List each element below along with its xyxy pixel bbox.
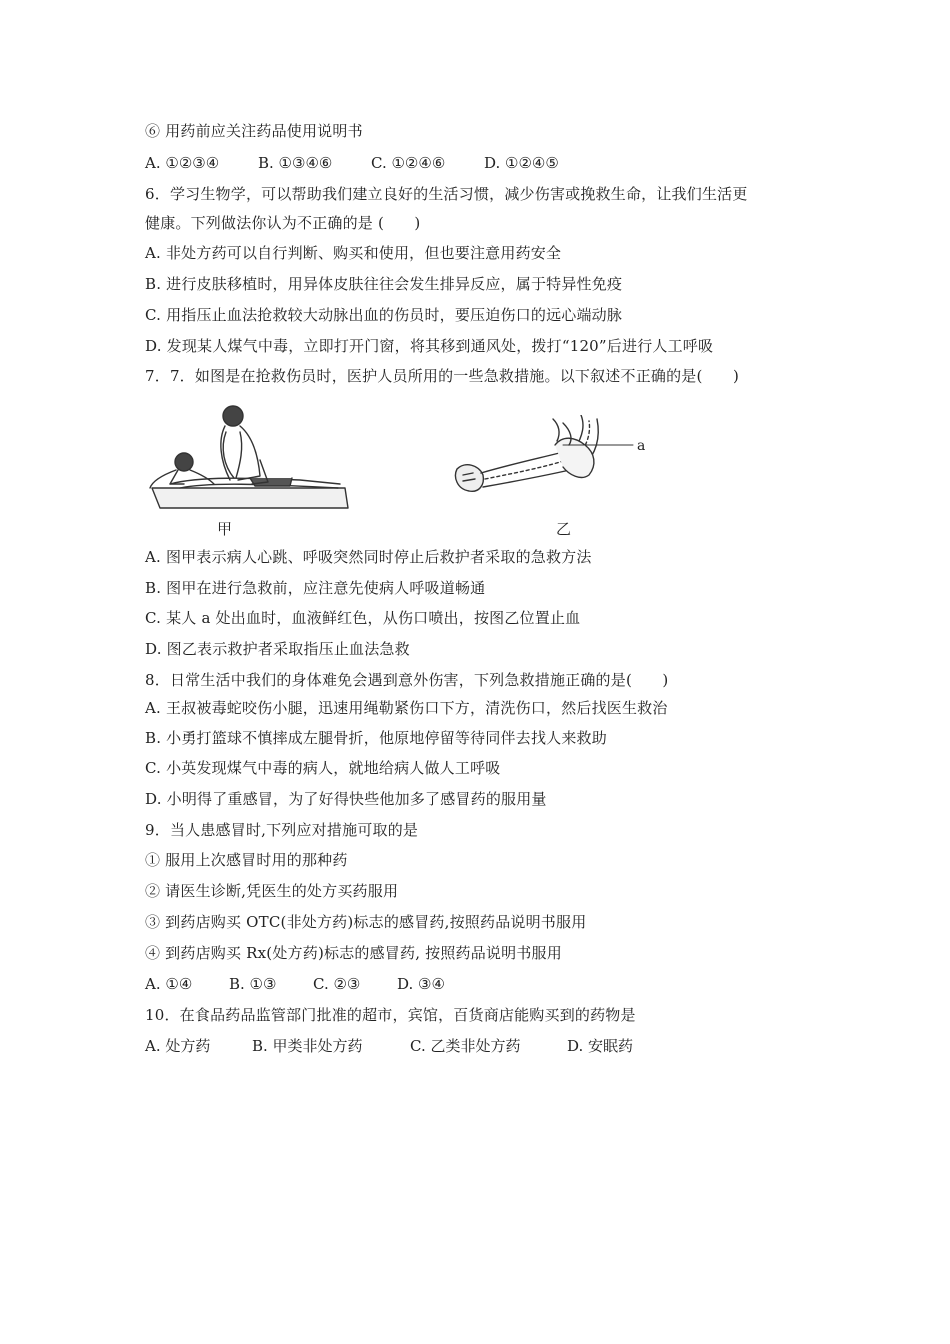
q7-option-b: B. 图甲在进行急救前，应注意先使病人呼吸道畅通 [145,579,486,597]
figure-jia-cpr [140,400,355,530]
q6-option-c: C. 用指压止血法抢救较大动脉出血的伤员时，要压迫伤口的远心端动脉 [145,306,623,324]
q5-option-d: D. ①②④⑤ [484,154,559,172]
q5-options [145,153,559,173]
q10-option-d: D. 安眠药 [567,1037,634,1055]
q9-item-1: ① 服用上次感冒时用的那种药 [145,851,348,869]
q7-option-c: C. 某人 a 处出血时，血液鲜红色，从伤口喷出，按图乙位置止血 [145,609,581,627]
figure-yi-label: 乙 [556,520,572,538]
q9-item-2: ② 请医生诊断,凭医生的处方买药服用 [145,882,399,900]
q8-stem: 8．日常生活中我们的身体难免会遇到意外伤害，下列急救措施正确的是( ) [145,671,669,689]
q9-option-a: A. ①④ [145,975,193,993]
q5-option-b: B. ①③④⑥ [258,154,333,172]
figure-jia-label: 甲 [217,520,233,538]
q7-stem: 7．7．如图是在抢救伤员时，医护人员所用的一些急救措施。以下叙述不正确的是( ) [145,367,739,385]
q8-option-d: D. 小明得了重感冒，为了好得快些他加多了感冒药的服用量 [145,790,547,808]
q10-option-b: B. 甲类非处方药 [252,1037,363,1055]
q5-option-c: C. ①②④⑥ [371,154,446,172]
q9-options [145,974,445,994]
q6-option-b: B. 进行皮肤移植时，用异体皮肤往往会发生排异反应，属于特异性免疫 [145,275,623,293]
q6-stem-line1: 6．学习生物学，可以帮助我们建立良好的生活习惯，减少伤害或挽救生命，让我们生活更 [145,185,748,203]
q6-option-a: A. 非处方药可以自行判断、购买和使用，但也要注意用药安全 [145,244,562,262]
q10-option-c: C. 乙类非处方药 [410,1037,521,1055]
q9-item-4: ④ 到药店购买 Rx(处方药)标志的感冒药, 按照药品说明书服用 [145,944,562,962]
q8-option-a: A. 王叔被毒蛇咬伤小腿，迅速用绳勒紧伤口下方，清洗伤口，然后找医生救治 [145,699,668,717]
q6-stem-line2: 健康。下列做法你认为不正确的是 ( ) [145,214,421,232]
q8-option-b: B. 小勇打篮球不慎摔成左腿骨折，他原地停留等待同伴去找人来救助 [145,729,607,747]
q9-option-b: B. ①③ [229,975,277,993]
q7-option-a: A. 图甲表示病人心跳、呼吸突然同时停止后救护者采取的急救方法 [145,548,592,566]
q5-option-a: A. ①②③④ [145,154,220,172]
q6-option-d: D. 发现某人煤气中毒，立即打开门窗，将其移到通风处，拨打“120”后进行人工呼吸 [145,337,714,355]
figure-yi-pressure-point [445,415,665,525]
q10-option-a: A. 处方药 [145,1037,211,1055]
q9-item-3: ③ 到药店购买 OTC(非处方药)标志的感冒药,按照药品说明书服用 [145,913,587,931]
q10-stem: 10．在食品药品监管部门批准的超市，宾馆，百货商店能购买到的药物是 [145,1006,636,1024]
q7-option-d: D. 图乙表示救护者采取指压止血法急救 [145,640,410,658]
q9-stem: 9．当人患感冒时,下列应对措施可取的是 [145,821,419,839]
q10-options [145,1036,633,1056]
q5-item-6: ⑥ 用药前应关注药品使用说明书 [145,122,363,140]
q9-option-d: D. ③④ [397,975,445,993]
figure-label-a: a [637,438,646,454]
q8-option-c: C. 小英发现煤气中毒的病人，就地给病人做人工呼吸 [145,759,501,777]
q9-option-c: C. ②③ [313,975,361,993]
